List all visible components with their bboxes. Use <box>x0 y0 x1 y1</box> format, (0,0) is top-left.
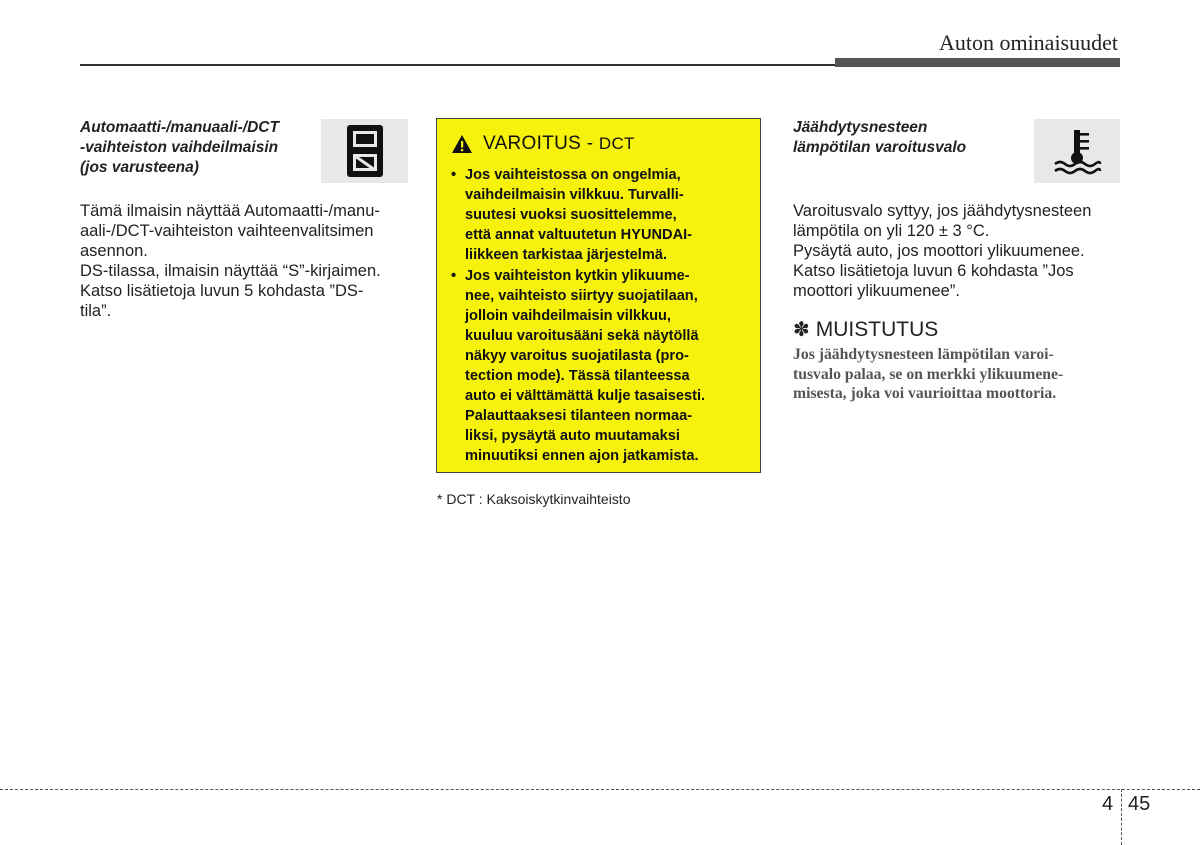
warning-item <box>451 165 754 265</box>
warning-box <box>436 118 761 473</box>
warning-line: kuuluu varoitusääni sekä näytöllä <box>465 328 699 344</box>
warning-header <box>451 133 635 155</box>
heading-line: -vaihteiston vaihdeilmaisin <box>80 139 279 156</box>
warning-line: liksi, pysäytä auto muutamaksi <box>465 428 680 444</box>
text-line: asennon. <box>80 242 148 260</box>
bullet: • <box>451 268 457 284</box>
text-line: lämpötila on yli 120 ± 3 °C. <box>793 222 990 240</box>
text-line: Katso lisätietoja luvun 6 kohdasta ”Jos <box>793 262 1074 280</box>
page-header-title: Auton ominaisuudet <box>938 30 1118 55</box>
text-line: Tämä ilmaisin näyttää Automaatti-/manu- <box>80 202 380 220</box>
warning-title-suffix: DCT <box>598 134 635 153</box>
heading-line: Automaatti-/manuaali-/DCT <box>80 119 279 136</box>
warning-line: Jos vaihteiston kytkin ylikuume- <box>465 268 690 284</box>
heading-line: lämpötilan varoitusvalo <box>793 139 967 156</box>
chapter-number: 4 <box>1102 793 1114 815</box>
note-heading <box>793 317 938 342</box>
warning-line: suutesi vuoksi suosittelemme, <box>465 207 677 223</box>
warning-line: liikkeen tarkistaa järjestelmä. <box>465 247 668 263</box>
gear-indicator-description <box>80 201 410 321</box>
note-title: MUISTUTUS <box>815 317 939 341</box>
note-text <box>793 345 1120 404</box>
warning-line: Jos vaihteistossa on ongelmia, <box>465 167 681 183</box>
page-number: 45 <box>1128 793 1151 815</box>
heading-line: Jäähdytysnesteen <box>793 119 928 136</box>
coolant-warning-heading <box>793 118 1023 158</box>
warning-line: minuutiksi ennen ajon jatkamista. <box>465 448 699 464</box>
note-line: tusvalo palaa, se on merkki ylikuumene- <box>793 365 1064 383</box>
text-line: aali-/DCT-vaihteiston vaihteenvalitsimen <box>80 222 374 240</box>
footer-divider <box>0 789 1200 790</box>
warning-line: vaihdeilmaisin vilkkuu. Turvalli- <box>465 187 684 203</box>
gear-indicator-heading <box>80 118 320 178</box>
warning-triangle-icon <box>451 134 473 154</box>
coolant-description <box>793 201 1123 301</box>
warning-line: nee, vaihteisto siirtyy suojatilaan, <box>465 288 698 304</box>
footer-vertical-divider <box>1121 789 1122 845</box>
text-line: moottori ylikuumenee”. <box>793 282 960 300</box>
header-rule <box>80 64 835 66</box>
text-line: Pysäytä auto, jos moottori ylikuumenee. <box>793 242 1085 260</box>
text-line: DS-tilassa, ilmaisin näyttää “S”-kirjaimen. <box>80 262 381 280</box>
warning-line: Palauttaaksesi tilanteen normaa- <box>465 408 693 424</box>
text-line: Varoitusvalo syttyy, jos jäähdytysnesteen <box>793 202 1092 220</box>
coolant-temperature-icon <box>1052 127 1102 175</box>
note-star-icon: ✽ <box>793 319 810 341</box>
warning-item <box>451 266 754 466</box>
warning-line: tection mode). Tässä tilanteessa <box>465 368 690 384</box>
text-line: tila”. <box>80 302 112 320</box>
warning-line: auto ei välttämättä kulje tasaisesti. <box>465 388 706 404</box>
warning-line: että annat valtuutetun HYUNDAI- <box>465 227 693 243</box>
heading-line: (jos varusteena) <box>80 159 199 176</box>
gear-indicator-icon-box <box>321 119 408 183</box>
header-bar <box>835 58 1120 67</box>
coolant-icon-box <box>1034 119 1120 183</box>
warning-list <box>451 165 754 467</box>
warning-line: jolloin vaihdeilmaisin vilkkuu, <box>465 308 671 324</box>
warning-line: näkyy varoitus suojatilasta (pro- <box>465 348 689 364</box>
warning-title: VAROITUS - DCT <box>483 133 635 154</box>
note-line: Jos jäähdytysnesteen lämpötilan varoi- <box>793 346 1054 363</box>
text-line: Katso lisätietoja luvun 5 kohdasta ”DS- <box>80 282 364 300</box>
gear-indicator-icon <box>345 123 385 179</box>
note-line: misesta, joka voi vaurioittaa moottoria. <box>793 385 1057 402</box>
bullet: • <box>451 167 457 183</box>
footnote: * DCT : Kaksoiskytkinvaihteisto <box>437 491 631 507</box>
